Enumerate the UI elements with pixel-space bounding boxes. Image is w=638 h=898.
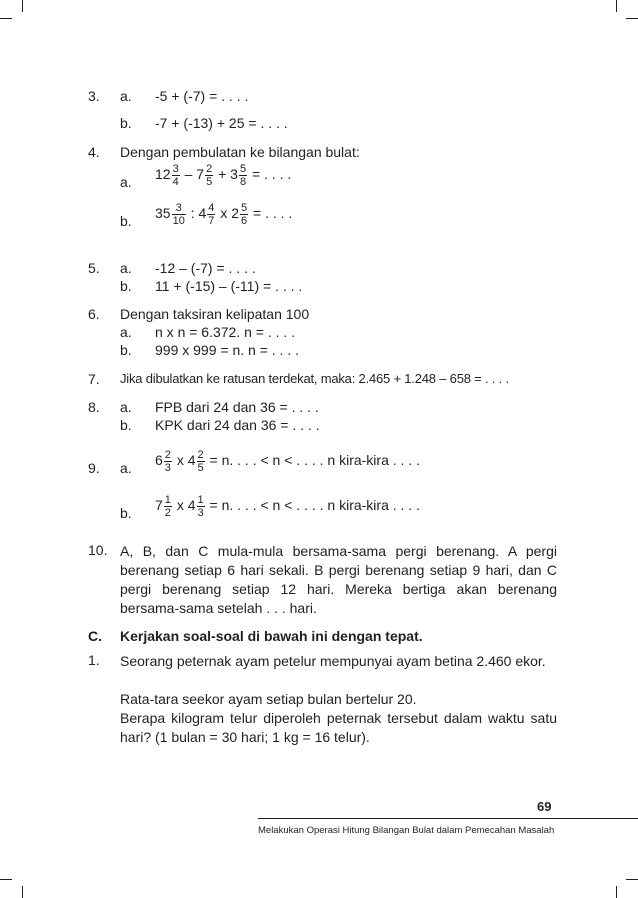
item-title: Dengan taksiran kelipatan 100 [120,306,310,322]
sub-label: b. [120,417,132,433]
sub-label: a. [120,399,132,415]
item-paragraph: Berapa kilogram telur diperoleh peternak tersebut dalam waktu satu hari? (1 bulan = 30 hari; 1 kg = 16 telur). [120,710,557,745]
item-number: 8. [88,399,100,415]
crop-mark [0,879,12,880]
expression: FPB dari 24 dan 36 = . . . . [155,399,319,415]
running-title: Melakukan Operasi Hitung Bilangan Bulat dalam Pemecahan Masalah [258,825,555,836]
item-title: Dengan pembulatan ke bilangan bulat: [120,144,360,160]
item-number: 3. [88,88,100,104]
sub-label: a. [120,260,132,276]
sub-label: b. [120,213,132,229]
item-paragraph: Rata-tara seekor ayam setiap bulan bertelur 20. [120,691,417,707]
item-number: 10. [88,542,108,558]
item-number: 1. [88,652,100,668]
crop-mark [0,18,12,19]
crop-mark [626,879,638,880]
expression: -12 – (-7) = . . . . [155,260,256,276]
section-label: C. [88,628,102,644]
sub-label: b. [120,115,132,131]
crop-mark [22,886,23,898]
sub-label: a. [120,88,132,104]
sub-label: a. [120,324,132,340]
mixed-fraction-expression: 7 $\frac{1}{2}$ x 4 $\frac{1}{3}$ = n. . . . < n < . . . . n kira-kira . . . . [155,494,420,519]
expression: 11 + (-15) – (-11) = . . . . [155,278,303,294]
item-number: 5. [88,260,100,276]
item-number: 9. [88,460,100,476]
sub-label: a. [120,460,132,476]
expression: KPK dari 24 dan 36 = . . . . [155,417,320,433]
mixed-fraction-expression: 6 $\frac{2}{3}$ x 4 $\frac{2}{5}$ = n. . . . < n < . . . . n kira-kira . . . . [155,449,420,474]
expression: -7 + (-13) + 25 = . . . . [155,115,288,131]
section-title: Kerjakan soal-soal di bawah ini dengan tepat. [120,628,423,644]
item-number: 6. [88,306,100,322]
sub-label: b. [120,278,132,294]
sub-label: b. [120,342,132,358]
sub-label: b. [120,505,132,521]
expression: 999 x 999 = n. n = . . . . [155,342,299,358]
item-paragraph: Seorang peternak ayam petelur mempunyai ayam betina 2.460 ekor. [120,653,546,669]
footer-rule [258,818,638,819]
item-text: Jika dibulatkan ke ratusan terdekat, maka: 2.465 + 1.248 – 658 = . . . . [120,371,509,386]
mixed-fraction-expression: 35 $\frac{3}{10}$ : 4 $\frac{4}{7}$ x 2 $\frac{5}{6}$ = . . . . [155,202,293,227]
expression: -5 + (-7) = . . . . [155,88,249,104]
page-number: 69 [537,799,552,814]
mixed-fraction-expression: 12 $\frac{3}{4}$ – 7 $\frac{2}{5}$ + 3 $\frac{5}{8}$ = . . . . [155,163,292,188]
crop-mark [616,0,617,12]
item-number: 4. [88,144,100,160]
item-paragraph: A, B, dan C mula-mula bersama-sama pergi berenang. A pergi berenang setiap 6 hari sekali. B pergi berenang setiap 9 hari, dan C pergi berenang setiap 12 hari. Mereka bertiga akan berenang bersama-sama setelah . . . hari. [120,543,557,616]
crop-mark [616,886,617,898]
item-number: 7. [88,371,100,387]
crop-mark [626,18,638,19]
crop-mark [22,0,23,12]
expression: n x n = 6.372. n = . . . . [155,324,296,340]
sub-label: a. [120,174,132,190]
